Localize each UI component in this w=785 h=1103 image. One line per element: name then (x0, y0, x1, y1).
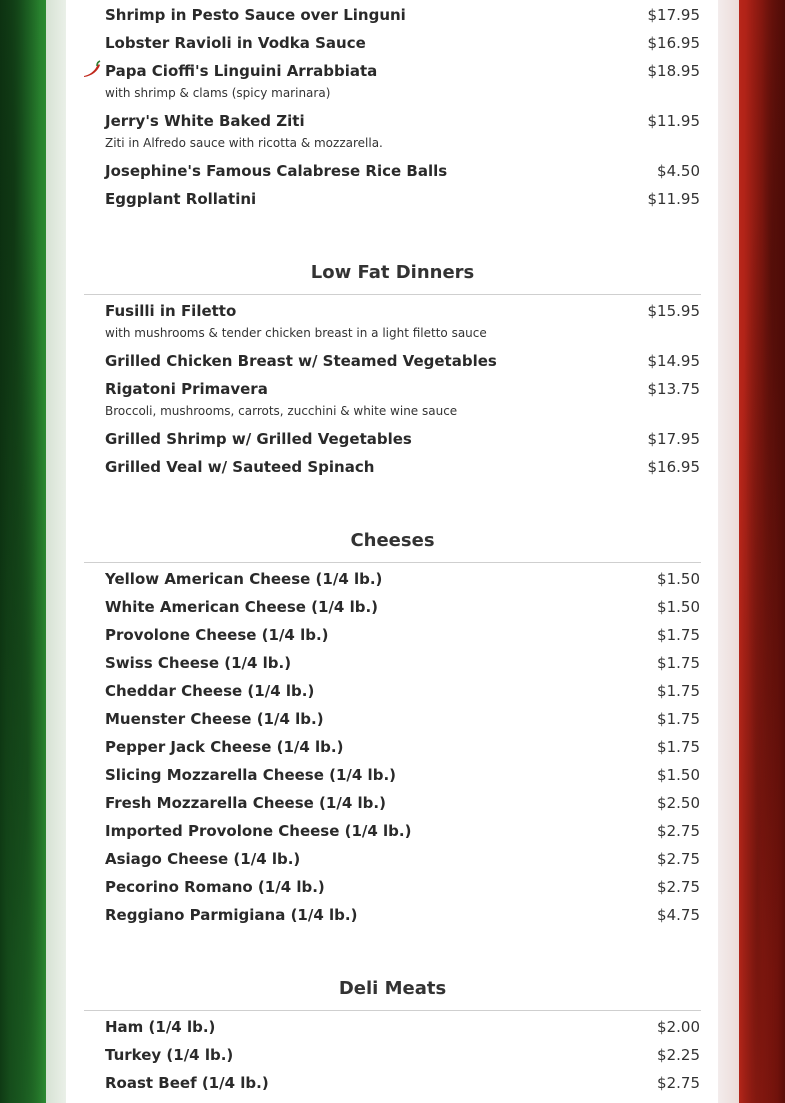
menu-item-name: Rigatoni Primavera (105, 380, 268, 398)
menu-item-price: $2.75 (657, 850, 700, 868)
menu-item-name: Fresh Mozzarella Cheese (1/4 lb.) (105, 794, 386, 812)
menu-item-description: with shrimp & clams (spicy marinara) (105, 86, 331, 100)
menu-item-name: Jerry's White Baked Ziti (105, 112, 305, 130)
menu-item-name: Provolone Cheese (1/4 lb.) (105, 626, 329, 644)
chili-pepper-icon (82, 60, 102, 78)
menu-item-price: $4.75 (657, 906, 700, 924)
menu-item-price: $11.95 (647, 190, 700, 208)
menu-item-description: with mushrooms & tender chicken breast in a light filetto sauce (105, 326, 487, 340)
menu-item-price: $1.75 (657, 654, 700, 672)
flag-white-right-band (718, 0, 739, 1103)
menu-item-name: Muenster Cheese (1/4 lb.) (105, 710, 324, 728)
menu-item-price: $1.50 (657, 570, 700, 588)
menu-item-price: $1.75 (657, 682, 700, 700)
section-divider (84, 1010, 701, 1011)
menu-item-price: $1.50 (657, 766, 700, 784)
menu-item-name: Swiss Cheese (1/4 lb.) (105, 654, 292, 672)
menu-item-price: $2.00 (657, 1018, 700, 1036)
menu-item-name: Roast Beef (1/4 lb.) (105, 1074, 269, 1092)
menu-item-price: $16.95 (647, 458, 700, 476)
menu-item-price: $18.95 (647, 62, 700, 80)
menu-item-price: $2.50 (657, 794, 700, 812)
menu-item-name: Ham (1/4 lb.) (105, 1018, 216, 1036)
menu-item-name: Grilled Veal w/ Sauteed Spinach (105, 458, 375, 476)
menu-item-name: Eggplant Rollatini (105, 190, 257, 208)
menu-item-name: Grilled Shrimp w/ Grilled Vegetables (105, 430, 412, 448)
menu-item-price: $14.95 (647, 352, 700, 370)
menu-item-name: Reggiano Parmigiana (1/4 lb.) (105, 906, 358, 924)
menu-item-price: $17.95 (647, 430, 700, 448)
menu-item-price: $16.95 (647, 34, 700, 52)
section-divider (84, 562, 701, 563)
menu-item-price: $11.95 (647, 112, 700, 130)
menu-item-price: $13.75 (647, 380, 700, 398)
menu-item-price: $2.75 (657, 822, 700, 840)
menu-item-name: Imported Provolone Cheese (1/4 lb.) (105, 822, 412, 840)
menu-item-name: White American Cheese (1/4 lb.) (105, 598, 379, 616)
menu-item-price: $17.95 (647, 6, 700, 24)
flag-green-border (0, 0, 46, 1103)
menu-item-price: $1.75 (657, 710, 700, 728)
menu-item-price: $2.75 (657, 878, 700, 896)
section-title: Low Fat Dinners (310, 262, 475, 283)
menu-item-description: Broccoli, mushrooms, carrots, zucchini & white wine sauce (105, 404, 458, 418)
section-divider (84, 294, 701, 295)
flag-white-left-band (46, 0, 66, 1103)
flag-red-border (739, 0, 785, 1103)
menu-item-name: Pepper Jack Cheese (1/4 lb.) (105, 738, 344, 756)
menu-item-name: Asiago Cheese (1/4 lb.) (105, 850, 301, 868)
menu-item-name: Grilled Chicken Breast w/ Steamed Vegetables (105, 352, 497, 370)
menu-item-price: $1.75 (657, 738, 700, 756)
menu-item-name: Papa Cioffi's Linguini Arrabbiata (105, 62, 378, 80)
menu-item-price: $2.25 (657, 1046, 700, 1064)
menu-item-name: Slicing Mozzarella Cheese (1/4 lb.) (105, 766, 396, 784)
menu-item-name: Josephine's Famous Calabrese Rice Balls (105, 162, 448, 180)
menu-item-name: Shrimp in Pesto Sauce over Linguni (105, 6, 406, 24)
menu-item-name: Fusilli in Filetto (105, 302, 237, 320)
menu-item-price: $15.95 (647, 302, 700, 320)
menu-item-name: Turkey (1/4 lb.) (105, 1046, 234, 1064)
menu-item-price: $2.75 (657, 1074, 700, 1092)
menu-item-price: $4.50 (657, 162, 700, 180)
section-title: Cheeses (350, 530, 435, 551)
menu-item-name: Pecorino Romano (1/4 lb.) (105, 878, 325, 896)
section-title: Deli Meats (338, 978, 447, 999)
menu-item-price: $1.50 (657, 598, 700, 616)
menu-item-name: Lobster Ravioli in Vodka Sauce (105, 34, 366, 52)
menu-item-name: Cheddar Cheese (1/4 lb.) (105, 682, 315, 700)
menu-item-name: Yellow American Cheese (1/4 lb.) (105, 570, 383, 588)
menu-item-price: $1.75 (657, 626, 700, 644)
menu-item-description: Ziti in Alfredo sauce with ricotta & mozzarella. (105, 136, 383, 150)
